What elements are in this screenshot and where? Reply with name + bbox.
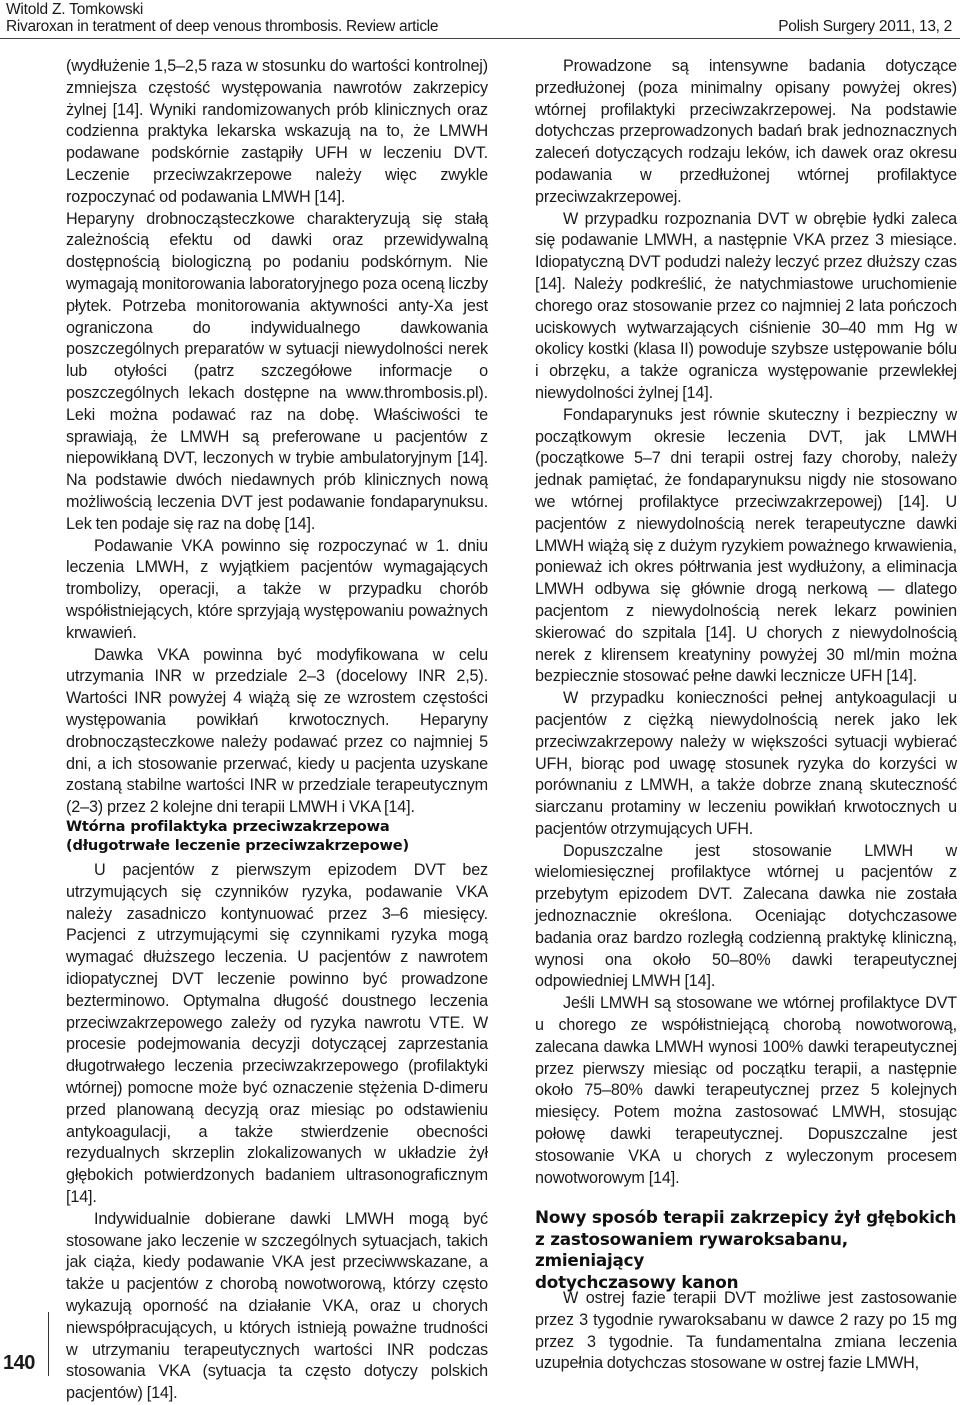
paragraph: W przypadku rozpoznania DVT w obrębie łydki zaleca się podawanie LMWH, a następnie VKA przez 3 miesiące. Idiopatyczną DVT podudzi należy leczyć przez dłuższy czas [14]. Należy podkreślić, że natychmiastowe uruchomienie chorego oraz stosowanie przez co najmniej 2 lata pończoch uciskowych wytwarzających ciśnienie 30–40 mm Hg w okolicy kostki (klasa II) powoduje szybsze ustępowanie bólu i obrzęku, a także ogranicza występowanie przewlekłej niewydolności żylnej [14].: [535, 209, 957, 402]
paragraph: U pacjentów z pierwszym epizodem DVT bez utrzymujących się czynników ryzyka, podawanie VKA należy zasadniczo kontynuować przez 3–6 miesięcy. Pacjenci z utrzymującymi się czynnikami ryzyka mogą wymagać dłuższego leczenia. U pacjentów z nawrotem idiopatycznej DVT leczenie powinno być prowadzone bezterminowo. Optymalna długość doustnego leczenia przeciwzakrzepowego zależy od ryzyka nawrotu VTE. W procesie podejmowania decyzji dotyczącej zaprzestania długotrwałego leczenia przeciwzakrzepowego (profilaktyki wtórnej) pomocne może być oznaczenie stężenia D-dimeru przed planowaną decyzją oraz miesiąc po odstawieniu antykoagulacji, a także stwierdzenie obecności rezydualnych skrzeplin zlokalizowanych w układzie żył głębokich potwierdzonych badaniem ultrasonograficznym [14].: [66, 861, 488, 1206]
left-text-top: [66, 56, 488, 819]
header-author: Witold Z. Tomkowski: [6, 1, 144, 18]
section-heading-line: (długotrwałe leczenie przeciwzakrzepowe): [66, 837, 409, 854]
header-journal: Polish Surgery 2011, 13, 2: [778, 18, 952, 35]
header-running-title: Rivaroxan in teratment of deep venous thrombosis. Review article: [6, 18, 439, 35]
section-heading-rivaroxaban: [535, 1207, 957, 1293]
paragraph: Jeśli LMWH są stosowane we wtórnej profilaktyce DVT u chorego ze współistniejącą chorobą nowotworową, zalecana dawka LMWH wynosi 100% dawki terapeutycznej przez pierwszy miesiąc od początku terapii, a następnie około 75–80% dawki terapeutycznej przez 5 kolejnych miesięcy. Potem można zastosować LMWH, stosując połowę dawki terapeutycznej. Dopuszczalne jest stosowanie VKA u chorych z wyleczonym procesem nowotworowym [14].: [535, 994, 957, 1187]
paragraph: Dopuszczalne jest stosowanie LMWH w wielomiesięcznej profilaktyce wtórnej u pacjentów z przebytym epizodem DVT. Zalecana dawka nie została jednoznacznie określona. Oceniając dotychczasowe badania oraz bardzo rozległą codzienną praktykę kliniczną, wynosi ona około 50–80% dawki terapeutycznej odpowiedniej LMWH [14].: [535, 841, 957, 991]
paragraph: Heparyny drobnocząsteczkowe charakteryzują się stałą zależnością efektu od dawki oraz przewidywalną dostępnością biologiczną po podaniu podskórnym. Nie wymagają monitorowania laboratoryjnego poza oceną liczby płytek. Potrzeba monitorowania aktywności anty-Xa jest ograniczona do indywidualnego dawkowania poszczególnych preparatów w sytuacji niewydolności nerek lub otyłości (patrz szczegółowe informacje o poszczególnych lekach dostępne na www.thrombosis.pl). Leki można podawać raz na dobę. Właściwości te sprawiają, że LMWH są preferowane u pacjentów z niepowikłaną DVT, leczonych w trybie ambulatoryjnym [14]. Na podstawie dwóch niedawnych prób klinicznych nową możliwością leczenia DVT jest podawanie fondaparynuksu. Lek ten podaje się raz na dobę [14].: [66, 209, 488, 533]
section-heading-line: Nowy sposób terapii zakrzepicy żył głębokich: [535, 1207, 957, 1227]
section-heading-line: z zastosowaniem rywaroksabanu, zmieniający: [535, 1228, 848, 1270]
section-heading-secondary-prophylaxis: [66, 817, 488, 855]
running-header: [0, 0, 960, 48]
page-number-rule: [48, 1312, 49, 1376]
left-text-bottom: [66, 860, 488, 1405]
section-heading-line: dotychczasowy kanon: [535, 1271, 739, 1292]
paragraph: Podawanie VKA powinno się rozpoczynać w 1. dniu leczenia LMWH, z wyjątkiem pacjentów wymagających trombolizy, operacji, a także w przypadku chorób współistniejących, które sprzyjają występowaniu poważnych krwawień.: [66, 536, 488, 642]
right-text-top: [535, 56, 957, 1189]
right-text-bottom: [535, 1288, 957, 1375]
paragraph: (wydłużenie 1,5–2,5 raza w stosunku do wartości kontrolnej) zmniejsza częstość występowania nawrotów zakrzepicy żylnej [14]. Wyniki randomizowanych prób klinicznych oraz codzienna praktyka lekarska wskazują na to, że LMWH podawane podskórnie zastąpiły UFH w leczeniu DVT. Leczenie przeciwzakrzepowe należy więc zwykle rozpoczynać od podawania LMWH [14].: [66, 57, 488, 206]
paragraph: W ostrej fazie terapii DVT możliwe jest zastosowanie przez 3 tygodnie rywaroksabanu w dawce 2 razy po 15 mg przez 3 tygodnie. Ta fundamentalna zmiana leczenia uzupełnia dotychczas stosowane w ostrej fazie LMWH,: [535, 1289, 957, 1373]
paragraph: Indywidualnie dobierane dawki LMWH mogą być stosowane jako leczenie w szczególnych sytuacjach, takich jak ciąża, kiedy podawanie VKA jest przeciwwskazane, a także u pacjentów z chorobą nowotworową, którzy często wykazują oporność na działanie VKA, oraz u chorych niewspółpracujących, u których istnieją poważne trudności w utrzymaniu terapeutycznych wartości INR podczas stosowania VKA (sytuacja ta często dotyczy polskich pacjentów) [14].: [66, 1209, 488, 1403]
paragraph: W przypadku konieczności pełnej antykoagulacji u pacjentów z ciężką niewydolnością nerek jako lek przeciwzakrzepowy należy w większości sytuacji wybierać UFH, biorąc pod uwagę stosunek ryzyka do korzyści w porównaniu z LMWH, a także dobrze znaną skuteczność siarczanu protaminy w leczeniu powikłań krwotocznych u pacjentów otrzymujących UFH.: [535, 689, 957, 838]
page-number: 140: [3, 1352, 35, 1374]
paragraph: Fondaparynuks jest równie skuteczny i bezpieczny w początkowym okresie leczenia DVT, jak LMWH (początkowe 5–7 dni terapii ostrej fazy choroby, należy jednak pamiętać, że fondaparynuksu nigdy nie stosowano we wtórnej profilaktyce przeciwzakrzepowej) [14]. U pacjentów z niewydolnością nerek terapeutyczne dawki LMWH wiążą się z dużym ryzykiem poważnego krwawienia, ponieważ ich okres półtrwania jest wydłużony, a eliminacja LMWH odbywa się głównie drogą nerkową — dlatego pacjentom z niewydolnością nerek lekarz powinien skierować do szpitala [14]. U chorych z niewydolnością nerek z klirensem kreatyniny powyżej 30 ml/min można bezpiecznie stosować pełne dawki lecznicze UFH [14].: [535, 405, 957, 686]
header-rule: [0, 38, 960, 39]
paragraph: Dawka VKA powinna być modyfikowana w celu utrzymania INR w przedziale 2–3 (docelowy INR 2,5). Wartości INR powyżej 4 wiążą się ze wzrostem częstości występowania powikłań krwotocznych. Heparyny drobnocząsteczkowe należy podawać przez co najmniej 5 dni, a ich stosowanie przerwać, kiedy u pacjenta uzyskane zostaną stabilne wartości INR w przedziale terapeutycznym (2–3) przez 2 kolejne dni terapii LMWH i VKA [14].: [66, 645, 488, 817]
section-heading-line: Wtórna profilaktyka przeciwzakrzepowa: [66, 818, 390, 835]
paragraph: Prowadzone są intensywne badania dotyczące przedłużonej (poza minimalny opisany powyżej okres) wtórnej profilaktyki przeciwzakrzepowej. Na podstawie dotychczas przeprowadzonych badań brak jednoznacznych zaleceń dotyczących rodzaju leków, ich dawek oraz okresu podawania w przedłużonej wtórnej profilaktyce przeciwzakrzepowej.: [535, 57, 957, 206]
